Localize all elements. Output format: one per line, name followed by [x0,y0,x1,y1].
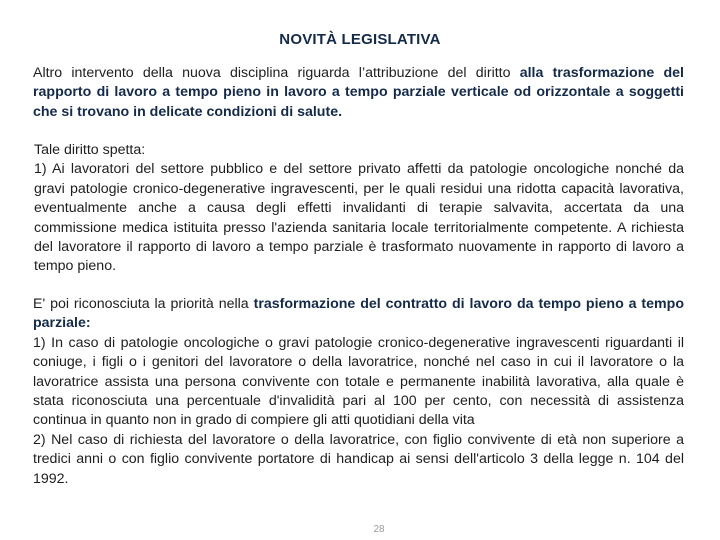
list-item: 1) Ai lavoratori del settore pubblico e del settore privato affetti da patologie oncologiche nonché da gravi patologie cronico-degenerative ingravescenti, per le quali residui una ridotta capacità lavorativa, eventualmente anche a causa degli effetti invalidanti di terapie salvavita, accertata da una commissione medica istituita presso l'azienda sanitaria locale territorialmente competente. A richiesta del lavoratore il rapporto di lavoro a tempo parziale è trasformato nuovamente in rapporto di lavoro a tempo pieno. [34,161,684,275]
paragraph-bold: alla trasformazione del rapporto di lavoro a tempo pieno in lavoro a tempo parziale verticale od orizzontale a soggetti che si trovano in delicate condizioni di salute. [33,65,684,120]
paragraph-intro: Altro intervento della nuova disciplina riguarda l’attribuzione del diritto [33,65,520,81]
paragraph-intro: Tale diritto spetta: [34,142,146,158]
list-item: 1) In caso di patologie oncologiche o gravi patologie cronico-degenerative ingravescenti riguardanti il coniuge, i figli o i genitori del lavoratore o della lavoratrice, nonché nel caso in cui il lavoratore o la lavoratrice assista una persona convivente con totale e permanente inabilità lavorativa, alla quale è stata riconosciuta una percentuale d'invalidità pari al 100 per cento, con necessità di assistenza continua in quanto non in grado di compiere gli atti quotidiani della vita [33,334,684,429]
paragraph-priority [33,295,684,489]
paragraph-entitled-workers [34,141,684,277]
paragraph-text [33,295,684,334]
paragraph-bold: trasformazione del contratto di lavoro da tempo pieno a tempo parziale: [33,296,684,332]
list-item: 2) Nel caso di richiesta del lavoratore o della lavoratrice, con figlio convivente di età non superiore a tredici anni o con figlio convivente portatore di handicap ai sensi dell'articolo 3 della legge n. 104 del 1992. [33,431,684,487]
slide-title: NOVITÀ LEGISLATIVA [279,31,441,48]
paragraph-intro: E' poi riconosciuta la priorità nella [33,296,254,312]
page-number: 28 [373,524,385,535]
paragraph-text [33,64,684,122]
paragraph-transformation-right [33,64,684,122]
